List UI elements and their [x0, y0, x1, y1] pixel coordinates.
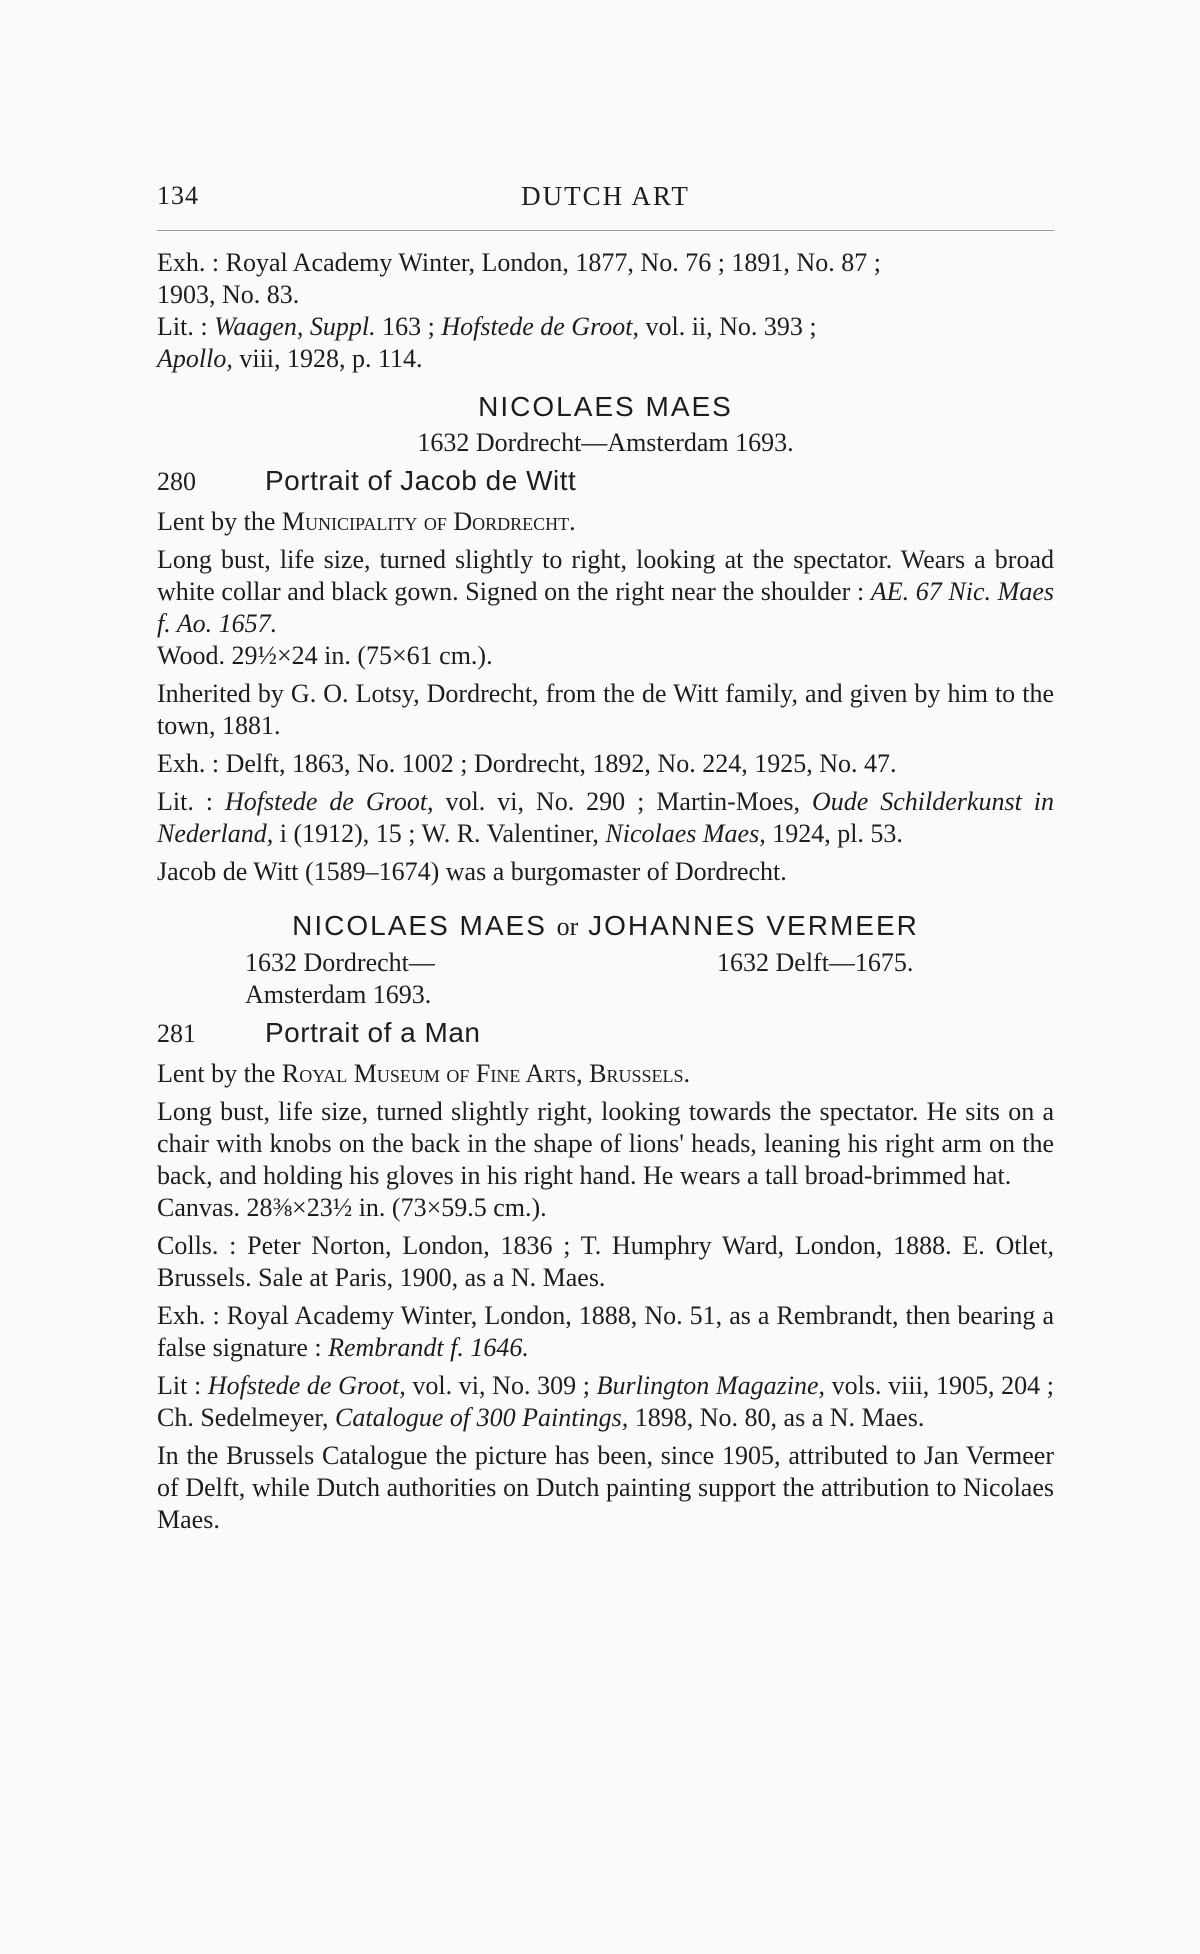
carryover-literature [157, 311, 1054, 375]
artist-dates-maes: 1632 Dordrecht—Amsterdam 1693. [417, 428, 794, 457]
carryover-exh-line1: Exh. : Royal Academy Winter, London, 1877, No. 76 ; 1891, No. 87 ; [157, 248, 881, 277]
entry-281-lit-cat: Catalogue of 300 Paintings, [335, 1403, 629, 1432]
dates-left-column [157, 947, 717, 1011]
entry-280-lit-nm: Nicolaes Maes, [605, 819, 766, 848]
entry-280-lit-mid2: i (1912), 15 ; W. R. Valentiner, [273, 819, 606, 848]
heading-left-artist: NICOLAES MAES [292, 910, 547, 941]
entry-281-exh-text: Exh. : Royal Academy Winter, London, 1888, No. 51, as a Rembrandt, then bearing a false signature : [157, 1301, 1054, 1362]
entry-281-lender [157, 1058, 1054, 1090]
entry-280-medium: Wood. 29½×24 in. (75×61 cm.). [157, 641, 493, 670]
carryover-lit-mid1: 163 ; [375, 312, 442, 341]
entry-281-lit-mid1: vol. vi, No. 309 ; [405, 1371, 597, 1400]
entry-280-lender [157, 506, 1054, 538]
entry-280-title-row [157, 465, 1054, 498]
carryover-exh-line2: 1903, No. 83. [157, 280, 300, 309]
entry-280-desc-text: Long bust, life size, turned slightly to right, looking at the spectator. Wears a broad white collar and black gown. Signed on the right near the shoulder : [157, 545, 1054, 606]
carryover-lit-apollo: Apollo, [157, 344, 233, 373]
entry-281-lit-hdg: Hofstede de Groot, [207, 1371, 406, 1400]
dates-right-column: 1632 Delft—1675. [717, 948, 914, 977]
carryover-lit-end: viii, 1928, p. 114. [232, 344, 423, 373]
entry-280-lit-hdg: Hofstede de Groot, [225, 787, 434, 816]
entry-280-lit-oude: Oude Schilderkunst in Nederland, [157, 787, 1054, 848]
entry-280-literature [157, 786, 1054, 850]
carryover-lit-hdg: Hofstede de Groot, [441, 312, 639, 341]
entry-281-lender-name: Royal Museum of Fine Arts, Brussels [281, 1059, 684, 1088]
entry-number-280: 280 [157, 467, 196, 496]
entry-number-281: 281 [157, 1019, 196, 1048]
entry-281-note: In the Brussels Catalogue the picture has been, since 1905, attributed to Jan Vermeer of Delft, while Dutch authorities on Dutch painting support the attribution to Nicolaes Maes. [157, 1441, 1054, 1534]
carryover-lit-mid2: vol. ii, No. 393 ; [638, 312, 817, 341]
entry-281-lent-prefix: Lent by the [157, 1059, 282, 1088]
entry-280-lender-name: Municipality of Dordrecht [281, 507, 570, 536]
entry-280-lit-mid1: vol. vi, No. 290 ; Martin-Moes, [433, 787, 812, 816]
entry-281-collections: Colls. : Peter Norton, London, 1836 ; T. Humphry Ward, London, 1888. E. Otlet, Brussels. Sale at Paris, 1900, as a N. Maes. [157, 1231, 1054, 1292]
entry-title-281: Portrait of a Man [265, 1017, 481, 1048]
entry-281-lent-suffix: . [683, 1059, 690, 1088]
running-head [157, 170, 1054, 230]
dates-left-line2: Amsterdam 1693. [245, 980, 432, 1009]
entry-281-lit-prefix: Lit : [157, 1371, 208, 1400]
heading-or: or [556, 912, 579, 941]
heading-right-artist: JOHANNES VERMEER [588, 910, 919, 941]
artist-dates-two-column [157, 947, 1054, 1011]
entry-281-lit-burl: Burlington Magazine, [596, 1371, 825, 1400]
entry-281-desc-text: Long bust, life size, turned slightly right, looking towards the spectator. He sits on a chair with knobs on the back in the shape of lions' heads, leaning his right arm on the back, and holding his gloves in his right hand. He wears a tall broad-brimmed hat. [157, 1097, 1054, 1190]
entry-280-lent-prefix: Lent by the [157, 507, 282, 536]
entry-281-medium: Canvas. 28⅜×23½ in. (73×59.5 cm.). [157, 1193, 547, 1222]
dates-left-line1: 1632 Dordrecht— [245, 948, 435, 977]
running-title: DUTCH ART [521, 181, 690, 211]
entry-280-provenance: Inherited by G. O. Lotsy, Dordrecht, from the de Witt family, and given by him to the town, 1881. [157, 679, 1054, 740]
artist-heading-maes: NICOLAES MAES [478, 391, 733, 422]
carryover-lit-waagen: Waagen, Suppl. [214, 312, 376, 341]
entry-280-description [157, 544, 1054, 672]
entry-281-title-row [157, 1017, 1054, 1050]
entry-281-exh-signature: Rembrandt f. 1646. [328, 1333, 529, 1362]
entry-280-exhibitions: Exh. : Delft, 1863, No. 1002 ; Dordrecht, 1892, No. 224, 1925, No. 47. [157, 749, 897, 778]
entry-280-note: Jacob de Witt (1589–1674) was a burgomaster of Dordrecht. [157, 857, 787, 886]
entry-280-signature: AE. 67 Nic. Maes f. Ao. 1657. [157, 577, 1054, 638]
header-rule [157, 230, 1054, 231]
entry-280-lit-end: 1924, pl. 53. [765, 819, 903, 848]
entry-280-lit-prefix: Lit. : [157, 787, 225, 816]
entry-281-exhibitions [157, 1300, 1054, 1364]
page-number: 134 [157, 181, 199, 210]
entry-title-280: Portrait of Jacob de Witt [265, 465, 577, 496]
entry-281-lit-end: 1898, No. 80, as a N. Maes. [628, 1403, 925, 1432]
carryover-exhibitions [157, 247, 1054, 311]
artist-heading-maes-or-vermeer [157, 910, 1054, 943]
entry-281-description [157, 1096, 1054, 1224]
entry-281-lit-mid2: vols. viii, 1905, 204 ; Ch. Sedelmeyer, [157, 1371, 1054, 1432]
entry-281-literature [157, 1370, 1054, 1434]
entry-280-lent-suffix: . [569, 507, 576, 536]
carryover-lit-prefix: Lit. : [157, 312, 215, 341]
book-page [157, 170, 1054, 1536]
